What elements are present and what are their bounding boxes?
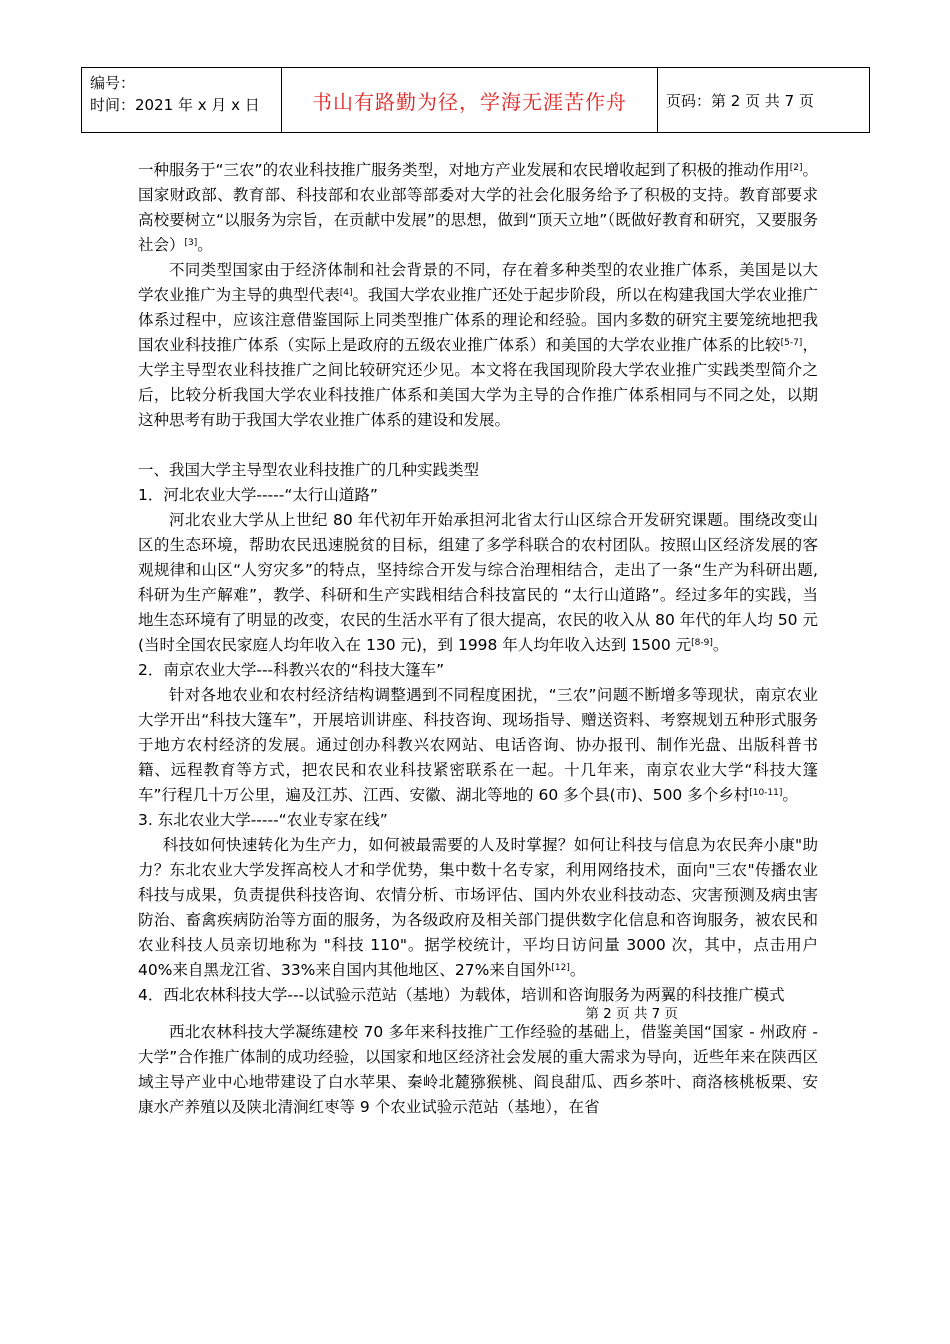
paragraph: 不同类型国家由于经济体制和社会背景的不同，存在着多种类型的农业推广体系，美国是以大学农业推广为主导的典型代表[4]。我国大学农业推广还处于起步阶段，所以在构建我国大学农业推广体系过程中，应该注意借鉴国际上同类型推广体系的理论和经验。国内多数的研究主要笼统地把我国农业科技推广体系（实际上是政府的五级农业推广体系）和美国的大学农业推广体系的比较[5-7]，大学主导型农业科技推广之间比较研究还少见。本文将在我国现阶段大学农业推广实践类型简介之后，比较分析我国大学农业科技推广体系和美国大学为主导的合作推广体系相同与不同之处，以期这种思考有助于我国大学农业推广体系的建设和发展。 [138,261,818,429]
paragraph: 西北农林科技大学凝练建校 70 多年来科技推广工作经验的基础上，借鉴美国“国家 - 州政府 - 大学”合作推广体制的成功经验，以国家和地区经济社会发展的重大需求为导向，近些年来在陕西区域主导产业中心地带建设了白水苹果、秦岭北麓猕猴桃、阎良甜瓜、西乡茶叶、商洛核桃板栗、安康水产养殖以及陕北清涧红枣等 9 个农业试验示范站（基地），在省 [138,1023,818,1116]
time-label: 时间：2021 年 x 月 x 日 [90,96,260,114]
paragraph: 河北农业大学从上世纪 80 年代初年开始承担河北省太行山区综合开发研究课题。围绕改变山区的生态环境，帮助农民迅速脱贫的目标，组建了多学科联合的农村团队。按照山区经济发展的客观规律和山区“人穷灾多”的特点，坚持综合开发与综合治理相结合，走出了一条“生产为科研出题,科研为生产解难”，教学、科研和生产实践相结合科技富民的 “太行山道路”。经过多年的实践，当地生态环境有了明显的改变，农民的生活水平有了很大提高，农民的收入从 80 年代的年人均 50 元 (当时全国农民家庭人均年收入在 130 元)，到 1998 年人均年收入达到 1500 元[8-9]。 [138,511,818,654]
header-motto: 书山有路勤为径，学海无涯苦作舟 [282,68,658,132]
citation: [3] [184,238,198,248]
citation: [12] [551,963,570,973]
citation: [5-7] [780,338,803,348]
paragraph: 科技如何快速转化为生产力，如何被最需要的人及时掌握？如何让科技与信息为农民奔小康"助力？东北农业大学发挥高校人才和学优势，集中数十名专家，利用网络技术，面向"三农"传播农业科技与成果，负责提供科技咨询、农情分析、市场评估、国内外农业科技动态、灾害预测及病虫害防治、畜禽疾病防治等方面的服务，为各级政府及相关部门提供数字化信息和咨询服务，被农民和农业科技人员亲切地称为 "科技 110"。据学校统计，平均日访问量 3000 次，其中，点击用户 40%来自黑龙江省、33%来自国内其他地区、27%来自国外[12]。 [138,836,818,979]
subsection-heading: 2．南京农业大学---科教兴农的“科技大篷车” [138,661,445,679]
page-header [81,67,870,133]
paragraph: 一种服务于“三农”的农业科技推广服务类型，对地方产业发展和农民增收起到了积极的推动作用[2]。国家财政部、教育部、科技部和农业部等部委对大学的社会化服务给予了积极的支持。教育部要求高校要树立“以服务为宗旨，在贡献中发展”的思想，做到“顶天立地”（既做好教育和研究，又要服务社会）[3]。 [138,161,818,254]
number-label: 编号： [90,74,136,92]
header-page-info: 页码：第 2 页 共 7 页 [666,91,814,110]
subsection-heading: 4．西北农林科技大学---以试验示范站（基地）为载体，培训和咨询服务为两翼的科技推广模式 [138,986,785,1004]
section-title: 一、我国大学主导型农业科技推广的几种实践类型 [138,461,480,479]
spacer [138,433,818,458]
page-mark: 第 2 页 共 7 页 [585,1006,678,1022]
citation: [4] [339,288,353,298]
citation: [2] [789,163,803,173]
subsection-heading: 3. 东北农业大学-----“农业专家在线” [138,811,388,829]
citation: [10-11] [749,788,783,798]
citation: [8-9] [691,638,713,648]
paragraph: 针对各地农业和农村经济结构调整遇到不同程度困扰，“三农”问题不断增多等现状，南京农业大学开出“科技大篷车”，开展培训讲座、科技咨询、现场指导、赠送资料、考察规划五种形式服务于地方农村经济的发展。通过创办科教兴农网站、电话咨询、协办报刊、制作光盘、出版科普书籍、远程教育等方式，把农民和农业科技紧密联系在一起。十几年来，南京农业大学“科技大篷车”行程几十万公里，遍及江苏、江西、安徽、湖北等地的 60 多个县(市)、500 多个乡村[10-11]。 [138,686,818,804]
subsection-heading: 1．河北农业大学-----“太行山道路” [138,486,378,504]
document-body [138,158,818,1120]
header-meta [82,68,282,132]
